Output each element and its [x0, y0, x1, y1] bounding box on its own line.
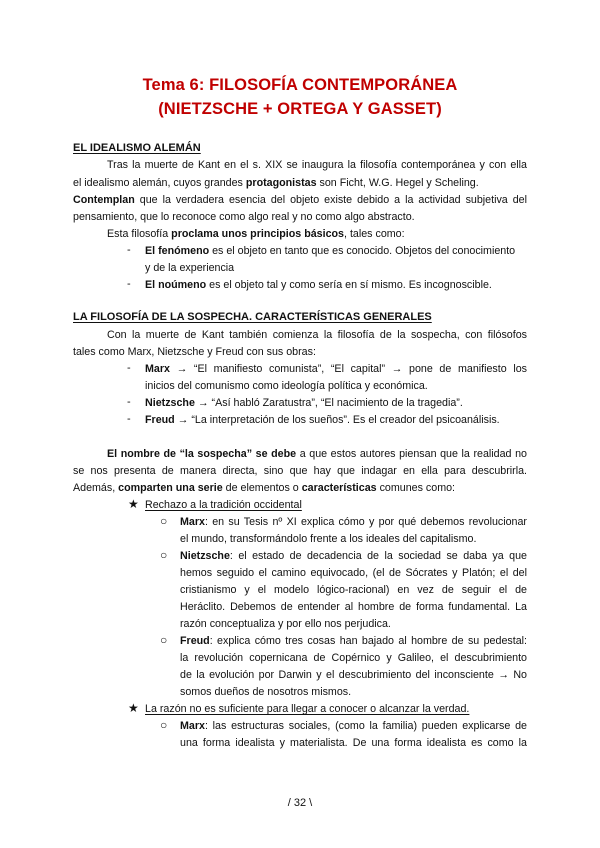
list-item: El noúmeno es el objeto tal y como sería en sí mismo. Es incognoscible.: [145, 279, 492, 291]
sub-item-continuation: Heráclito. Debemos de entender al hombre de forma fundamental. La: [180, 601, 527, 613]
bullet-dash: -: [127, 396, 131, 408]
paragraph-line: pensamiento, que lo reconoce como algo real y no como algo abstracto.: [73, 211, 415, 223]
list-item-marx: Marx → “El manifiesto comunista”, “El capital” → pone de manifiesto los: [145, 363, 527, 375]
paragraph-line: El nombre de “la sospecha” se debe a que estos autores piensan que la realidad no: [107, 448, 527, 460]
paragraph-line: Tras la muerte de Kant en el s. XIX se inaugura la filosofía contemporánea y con ella: [107, 159, 527, 171]
list-item-nietzsche: Nietzsche → “Así habló Zaratustra”, “El nacimiento de la tragedia”.: [145, 397, 463, 409]
star-bullet-icon: ★: [128, 497, 139, 511]
paragraph-line: Contemplan que la verdadera esencia del objeto existe debido a la actividad subjetiva del: [73, 194, 527, 206]
sub-item-continuation: de la evolución por Darwin y el descubrimiento del inconsciente → No: [180, 669, 527, 681]
paragraph-line: Con la muerte de Kant también comienza la filosofía de la sospecha, con filósofos: [107, 329, 527, 341]
sub-item-continuation: la revolución copernicana de Copérnico y Galileo, el descubrimiento: [180, 652, 527, 664]
paragraph-line: tales como Marx, Nietzsche y Freud con sus obras:: [73, 346, 316, 358]
star-item-razon: La razón no es suficiente para llegar a conocer o alcanzar la verdad.: [145, 703, 470, 715]
circle-bullet-icon: ○: [160, 718, 168, 732]
sub-item-continuation: hemos seguido el camino equivocado, (el de Sócrates y Platón; el del: [180, 567, 527, 579]
sub-item-continuation: el mundo, transformándolo frente a los ideales del capitalismo.: [180, 533, 477, 545]
sub-item-marx: Marx: en su Tesis nº XI explica cómo y por qué debemos revolucionar: [180, 516, 527, 528]
circle-bullet-icon: ○: [160, 633, 168, 647]
list-item: El fenómeno es el objeto en tanto que es conocido. Objetos del conocimiento: [145, 245, 516, 257]
document-subtitle: (NIETZSCHE + ORTEGA Y GASSET): [158, 100, 442, 118]
star-bullet-icon: ★: [128, 701, 139, 715]
paragraph-line: el idealismo alemán, cuyos grandes protagonistas son Ficht, W.G. Hegel y Scheling.: [73, 177, 479, 189]
sub-item-continuation: cristianismo y el modelo lógico-racional) en vez de seguir el de: [180, 584, 527, 596]
sub-item-continuation: una forma idealista y materialista. De una forma idealista es como la: [180, 737, 527, 749]
paragraph-line: Esta filosofía proclama unos principios básicos, tales como:: [107, 228, 405, 240]
list-item-continuation: y de la experiencia: [145, 262, 235, 274]
document-title: Tema 6: FILOSOFÍA CONTEMPORÁNEA: [142, 76, 458, 94]
circle-bullet-icon: ○: [160, 514, 168, 528]
sub-item-nietzsche: Nietzsche: el estado de decadencia de la sociedad se daba ya que: [180, 550, 527, 562]
section-heading-idealismo: EL IDEALISMO ALEMÁN: [73, 142, 201, 154]
bullet-dash: -: [127, 362, 131, 374]
section-heading-sospecha: LA FILOSOFÍA DE LA SOSPECHA. CARACTERÍSTICAS GENERALES: [73, 311, 432, 323]
bullet-dash: -: [127, 244, 131, 256]
paragraph-line: se nos presenta de manera directa, sino que hay que indagar en ella para descubrirla.: [73, 465, 527, 477]
list-item-continuation: inicios del comunismo como ideología política y económica.: [145, 380, 428, 392]
sub-item-freud: Freud: explica cómo tres cosas han bajado al hombre de su pedestal:: [180, 635, 527, 647]
page-number: / 32 \: [287, 797, 313, 809]
bullet-dash: -: [127, 413, 131, 425]
paragraph-line: Además, comparten una serie de elementos o características comunes como:: [73, 482, 456, 494]
sub-item-continuation: razón conceptualiza y por ello nos perjudica.: [180, 618, 391, 630]
sub-item-marx: Marx: las estructuras sociales, (como la familia) pueden explicarse de: [180, 720, 527, 732]
sub-item-continuation: somos dueños de nosotros mismos.: [180, 686, 352, 698]
circle-bullet-icon: ○: [160, 548, 168, 562]
star-item-rechazo: Rechazo a la tradición occidental: [145, 499, 302, 511]
bullet-dash: -: [127, 278, 131, 290]
list-item-freud: Freud → “La interpretación de los sueños”. Es el creador del psicoanálisis.: [145, 414, 500, 426]
